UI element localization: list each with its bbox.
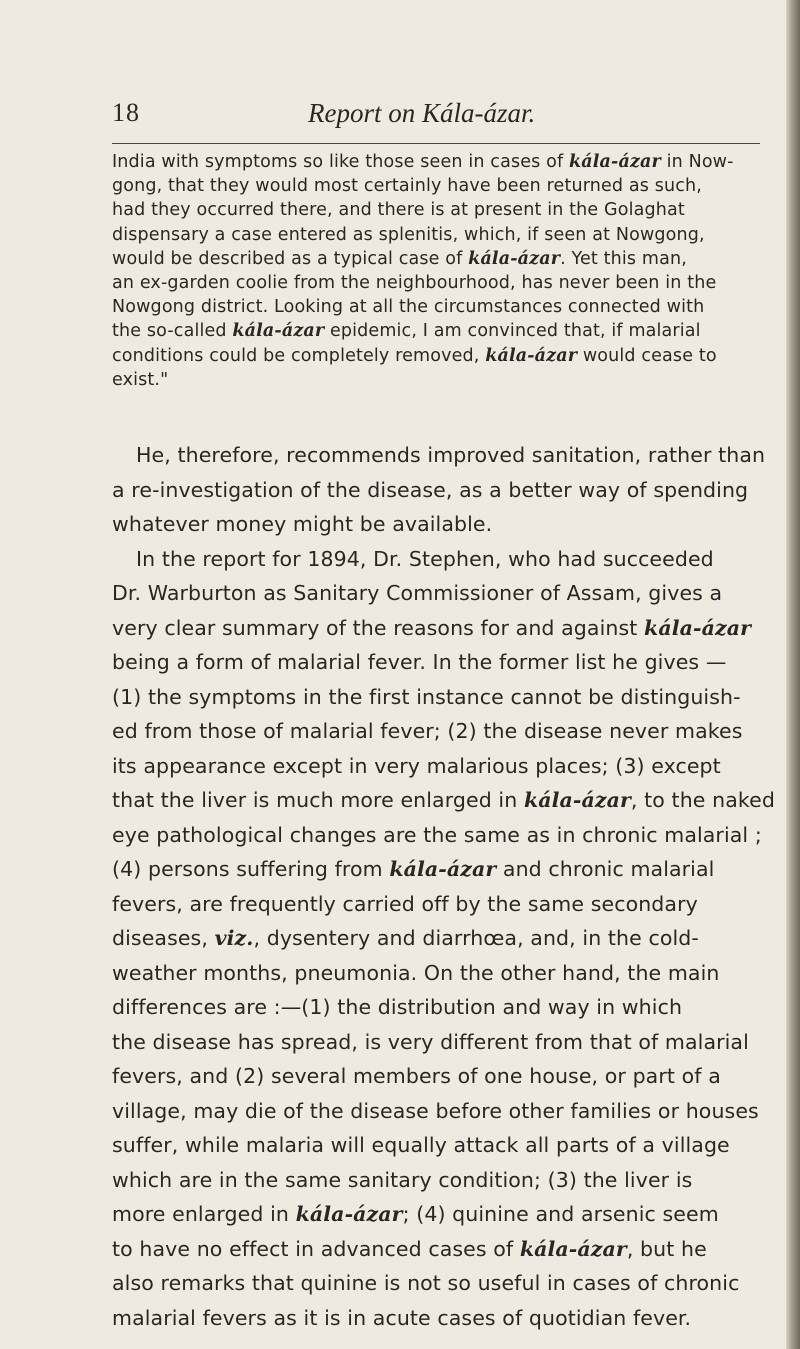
text-line — [88, 1094, 772, 1129]
text-line — [112, 223, 772, 247]
quoted-passage — [112, 150, 772, 392]
italic-term: kála-ázar — [232, 321, 325, 342]
text-run: its appearance except in very malarious places; (3) except — [112, 753, 721, 778]
text-line — [88, 507, 772, 542]
text-run: . Yet this man, — [560, 248, 687, 269]
italic-term: kála-ázar — [468, 248, 561, 269]
text-line — [88, 714, 772, 749]
text-line — [112, 368, 772, 392]
text-run: suffer, while malaria will equally attack all parts of a village — [112, 1133, 730, 1157]
italic-term: kála-ázar — [389, 857, 497, 881]
text-run: which are in the same sanitary condition; (3) the liver is — [112, 1167, 693, 1192]
text-run: malarial fevers as it is in acute cases of quotidian fever. — [112, 1305, 692, 1330]
italic-term: kála-ázar — [485, 345, 578, 366]
text-run: in Now- — [660, 152, 734, 172]
body-text — [112, 438, 775, 1335]
paragraph-recommendation — [112, 438, 772, 542]
text-line — [88, 473, 772, 508]
text-line — [88, 1301, 772, 1336]
text-run: being a form of malarial fever. In the former list he gives — — [112, 650, 727, 674]
italic-term: viz. — [214, 926, 254, 950]
text-line — [88, 921, 772, 956]
text-run: ed from those of malarial fever; (2) the disease never makes — [112, 719, 743, 743]
text-line — [88, 749, 772, 784]
text-run: , to the naked — [630, 788, 775, 812]
text-run: In the report for 1894, Dr. Stephen, who had succeeded — [136, 546, 714, 571]
text-line — [88, 1128, 772, 1163]
text-run: conditions could be completely removed, — [112, 345, 486, 366]
text-run: diseases, — [112, 926, 215, 950]
text-line — [88, 1025, 772, 1060]
text-run: epidemic, I am convinced that, if malarial — [324, 321, 701, 342]
text-line — [88, 576, 772, 611]
text-run: eye pathological changes are the same as in chronic malarial ; — [112, 822, 762, 847]
header-rule — [112, 143, 760, 144]
text-run: would be described as a typical case of — [112, 248, 469, 269]
text-line — [88, 611, 772, 646]
text-line — [88, 645, 772, 680]
text-line — [88, 1059, 772, 1094]
text-run: the disease has spread, is very different from that of malarial — [112, 1029, 749, 1054]
text-line — [112, 295, 772, 319]
text-run: whatever money might be available. — [112, 512, 493, 536]
text-run: India with symptoms so like those seen in cases of — [112, 152, 569, 172]
text-run: (1) the symptoms in the first instance cannot be distinguish- — [112, 684, 741, 709]
page-number: 18 — [112, 98, 140, 127]
text-line — [88, 990, 772, 1025]
text-run: the so-called — [112, 321, 233, 342]
text-run: He, therefore, recommends improved sanitation, rather than — [136, 443, 766, 467]
text-run: to have no effect in advanced cases of — [112, 1236, 520, 1261]
text-line — [88, 1266, 772, 1301]
page-header — [112, 98, 752, 138]
text-line — [112, 174, 772, 198]
text-line — [88, 1232, 772, 1267]
text-run: , dysentery and diarrhœa, and, in the cold- — [253, 926, 699, 950]
text-run: would cease to — [577, 345, 717, 366]
text-run: and chronic malarial — [496, 857, 715, 881]
text-line — [112, 247, 772, 271]
text-run: differences are :—(1) the distribution and way in which — [112, 995, 683, 1019]
text-run: that the liver is much more enlarged in — [112, 788, 524, 812]
text-line — [88, 887, 772, 922]
text-line — [88, 1197, 772, 1232]
text-line — [88, 783, 775, 818]
text-run: fevers, are frequently carried off by the same secondary — [112, 891, 698, 916]
running-title: Report on Kála-ázar. — [308, 98, 536, 128]
italic-term: kála-ázar — [569, 152, 661, 172]
page-edge — [786, 0, 800, 1349]
text-run: , but he — [626, 1236, 707, 1261]
text-run: gong, that they would most certainly have been returned as such, — [112, 176, 702, 197]
text-run: had they occurred there, and there is at present in the Golaghat — [112, 200, 685, 221]
text-run: exist." — [112, 369, 169, 390]
text-run: village, may die of the disease before other families or houses — [112, 1098, 759, 1123]
italic-term: kála-ázar — [644, 615, 751, 640]
text-line — [88, 956, 772, 991]
text-run: an ex-garden coolie from the neighbourhood, has never been in the — [112, 273, 717, 294]
text-run: Dr. Warburton as Sanitary Commissioner of Assam, gives a — [112, 581, 723, 605]
text-run: Nowgong district. Looking at all the circumstances connected with — [112, 297, 705, 318]
text-line — [112, 198, 772, 222]
text-line — [88, 852, 772, 887]
text-line — [112, 319, 772, 343]
text-line — [112, 344, 772, 368]
italic-term: kála-ázar — [519, 1236, 627, 1261]
text-line — [112, 271, 772, 295]
text-run: more enlarged in — [112, 1202, 296, 1226]
text-run: a re-investigation of the disease, as a better way of spending — [112, 477, 749, 502]
text-run: ; (4) quinine and arsenic seem — [402, 1202, 719, 1226]
italic-term: kála-ázar — [523, 788, 631, 812]
text-run: dispensary a case entered as splenitis, which, if seen at Nowgong, — [112, 224, 705, 245]
text-line — [88, 818, 772, 853]
text-run: (4) persons suffering from — [112, 857, 390, 881]
text-line — [112, 542, 772, 577]
text-run: also remarks that quinine is not so useful in cases of chronic — [112, 1271, 740, 1295]
text-run: weather months, pneumonia. On the other hand, the main — [112, 960, 720, 985]
paragraph-summary — [112, 542, 775, 1336]
text-run: very clear summary of the reasons for and against — [112, 615, 645, 640]
text-line — [88, 680, 772, 715]
text-line — [112, 438, 772, 473]
italic-term: kála-ázar — [295, 1202, 403, 1226]
text-line — [88, 1163, 772, 1198]
text-run: fevers, and (2) several members of one house, or part of a — [112, 1064, 721, 1088]
text-line — [112, 150, 772, 174]
